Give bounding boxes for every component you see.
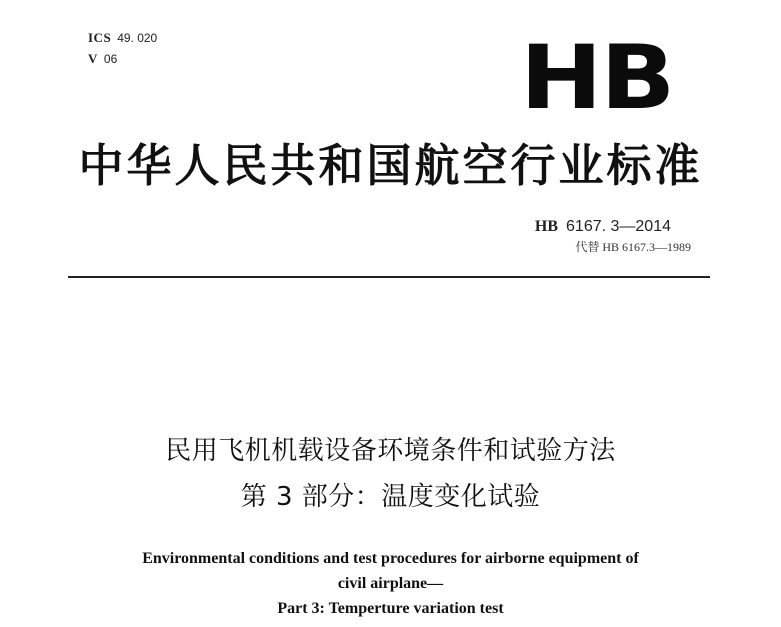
title-en-line2: civil airplane— xyxy=(337,575,444,592)
v-value: 06 xyxy=(103,52,118,66)
title-cn-line1: 民用飞机机载设备环境条件和试验方法 xyxy=(165,436,616,466)
issuer-title: 中华人民共和国航空行业标准 xyxy=(78,139,703,192)
ics-label: ICS xyxy=(88,30,112,45)
standard-number xyxy=(535,218,671,236)
header-divider xyxy=(68,276,710,278)
standard-number-value: 6167. 3—2014 xyxy=(566,218,671,235)
supersedes-note: 代替 HB 6167.3—1989 xyxy=(575,240,691,254)
title-cn-line2: 第 3 部分：温度变化试验 xyxy=(240,482,541,512)
title-en-line3: Part 3: Temperture variation test xyxy=(277,600,504,617)
ics-code xyxy=(88,30,157,46)
standard-prefix: HB xyxy=(534,218,559,235)
title-en-line1: Environmental conditions and test procedures for airborne equipment of xyxy=(142,550,639,567)
v-code xyxy=(88,51,117,67)
hb-logo: HB xyxy=(520,26,674,129)
ics-value: 49. 020 xyxy=(117,31,158,45)
v-label: V xyxy=(88,51,98,66)
